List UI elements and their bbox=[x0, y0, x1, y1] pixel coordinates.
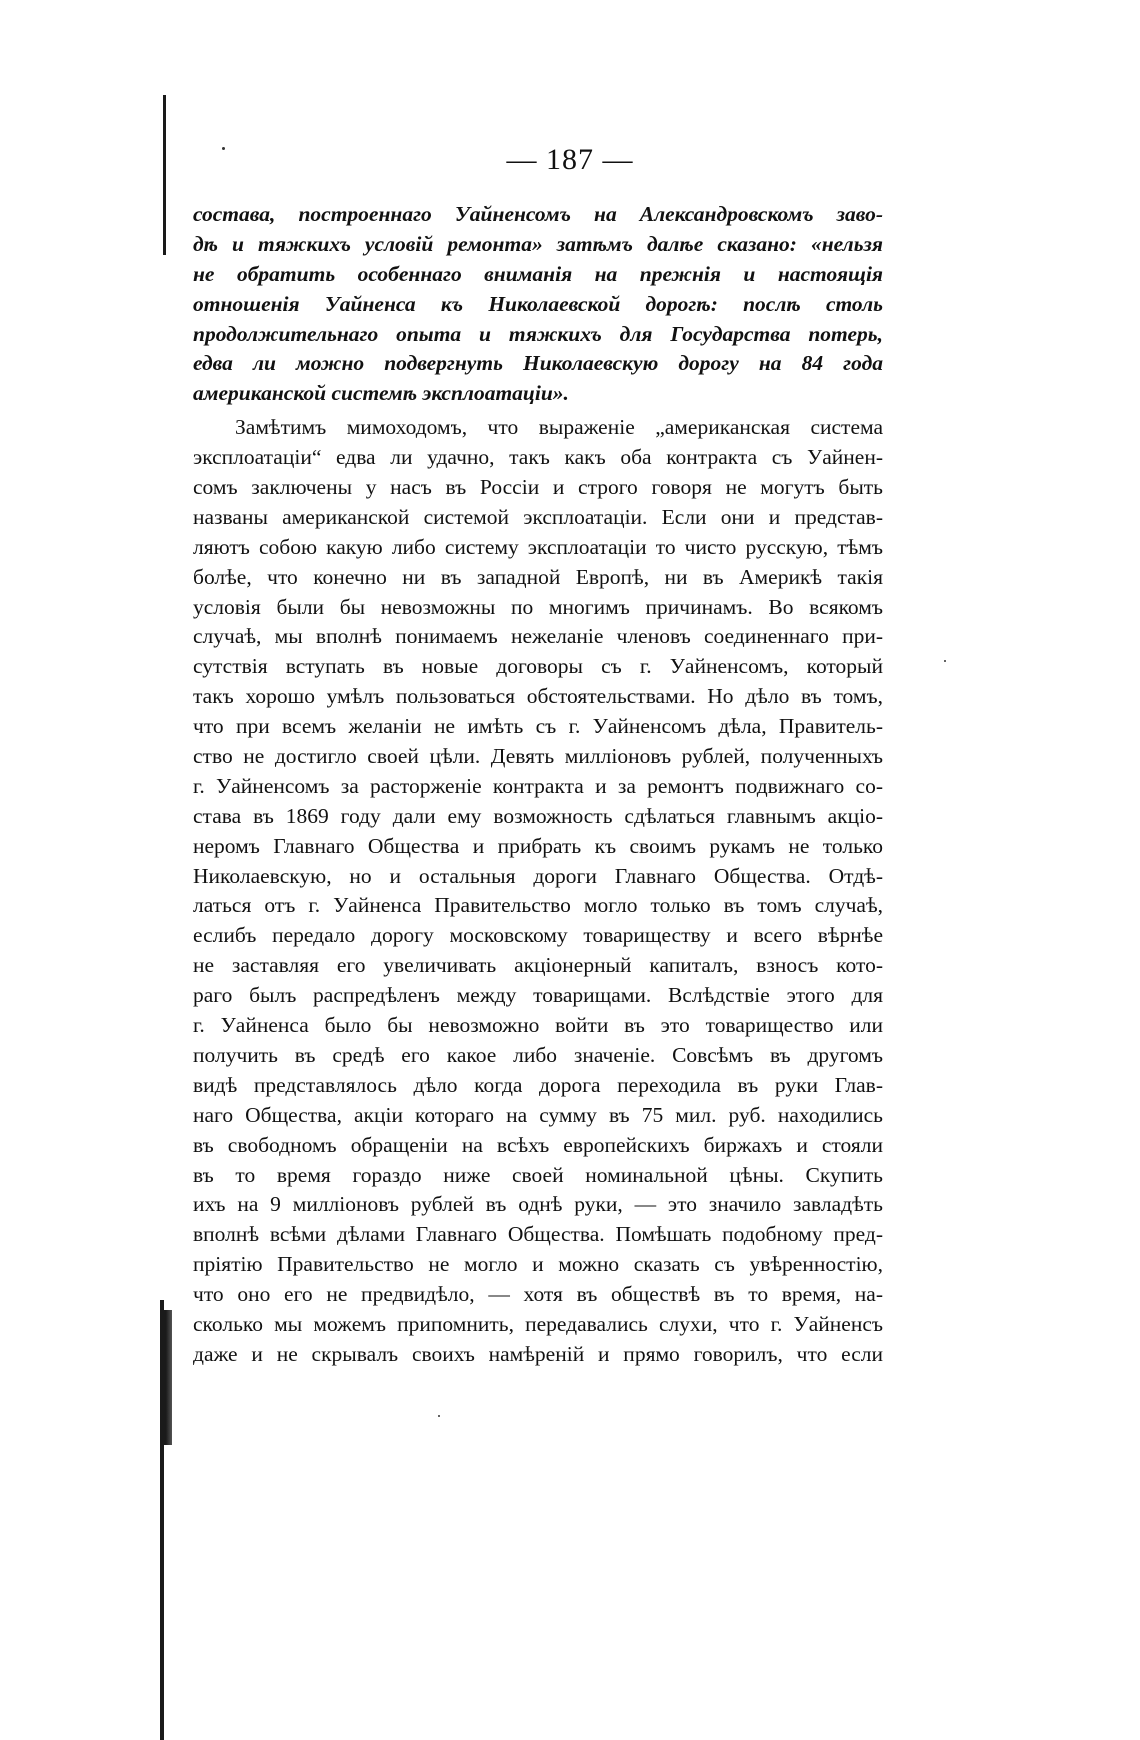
body-line: еслибъ передало дорогу московскому товариществу и всего вѣрнѣе bbox=[193, 923, 883, 948]
body-line: сомъ заключены у насъ въ Россіи и строго говоря не могутъ быть bbox=[193, 475, 883, 500]
body-line: названы американской системой эксплоатаціи. Если они и представ- bbox=[193, 504, 883, 529]
body-line: сколько мы можемъ припомнить, передавались слухи, что г. Уайненсъ bbox=[193, 1311, 883, 1336]
body-line: латься отъ г. Уайненса Правительство могло только въ томъ случаѣ, bbox=[193, 893, 883, 918]
quote-line: состава, построеннаго Уайненсомъ на Александровскомъ заво- bbox=[193, 202, 883, 226]
body-line: такъ хорошо умѣлъ пользоваться обстоятельствами. Но дѣло въ томъ, bbox=[193, 684, 883, 709]
body-line: г. Уайненсомъ за расторженіе контракта и за ремонтъ подвижнаго со- bbox=[193, 773, 883, 798]
quote-line: американской системѣ эксплоатаціи». bbox=[193, 381, 569, 406]
scan-edge-bottom-shadow bbox=[162, 1310, 172, 1445]
body-line: г. Уайненса было бы невозможно войти въ это товарищество или bbox=[193, 1013, 883, 1038]
scan-speck bbox=[438, 1415, 440, 1417]
body-line: видѣ представлялось дѣло когда дорога переходила въ руки Глав- bbox=[193, 1072, 883, 1097]
page-number: — 187 — bbox=[506, 143, 634, 176]
scan-speck bbox=[944, 660, 946, 662]
body-line: ство не достигло своей цѣли. Девять милліоновъ рублей, полученныхъ bbox=[193, 744, 883, 769]
body-line: болѣе, что конечно ни въ западной Европѣ, ни въ Америкѣ такія bbox=[193, 564, 883, 589]
body-line: сутствія вступать въ новые договоры съ г. Уайненсомъ, который bbox=[193, 654, 883, 679]
body-line: случаѣ, мы вполнѣ понимаемъ нежеланіе членовъ соединеннаго при- bbox=[193, 624, 883, 649]
body-paragraph bbox=[193, 413, 883, 1370]
body-line: неромъ Главнаго Общества и прибрать къ своимъ рукамъ не только bbox=[193, 833, 883, 858]
body-line: что оно его не предвидѣло, — хотя въ обществѣ въ то время, на- bbox=[193, 1282, 883, 1307]
body-line: ляютъ собою какую либо систему эксплоатаціи то чисто русскую, тѣмъ bbox=[193, 534, 883, 559]
body-line: эксплоатаціи“ едва ли удачно, такъ какъ оба контракта съ Уайнен- bbox=[193, 445, 883, 470]
body-line: условія были бы невозможны по многимъ причинамъ. Во всякомъ bbox=[193, 594, 883, 619]
quote-line: отношенія Уайненса къ Николаевской дорогѣ: послѣ столь bbox=[193, 291, 883, 316]
body-line: раго былъ распредѣленъ между товарищами. Вслѣдствіе этого для bbox=[193, 983, 883, 1008]
body-line: въ то время гораздо ниже своей номинальной цѣны. Скупить bbox=[193, 1162, 883, 1187]
quote-line: дѣ и тяжкихъ условій ремонта» затѣмъ далѣе сказано: «нельзя bbox=[193, 231, 883, 256]
quote-line: продолжительнаго опыта и тяжкихъ для Государства потерь, bbox=[193, 321, 883, 346]
body-line: не заставляя его увеличивать акціонерный капиталъ, взносъ кото- bbox=[193, 953, 883, 978]
body-line: пріятію Правительство не могло и можно сказать съ увѣренностію, bbox=[193, 1252, 883, 1277]
body-line: даже и не скрывалъ своихъ намѣреній и прямо говорилъ, что если bbox=[193, 1341, 883, 1366]
page-text bbox=[193, 200, 883, 1370]
body-line: става въ 1869 году дали ему возможность сдѣлаться главнымъ акціо- bbox=[193, 803, 883, 828]
body-line: получить въ средѣ его какое либо значеніе. Совсѣмъ въ другомъ bbox=[193, 1042, 883, 1067]
body-line: наго Общества, акціи котораго на сумму въ 75 мил. руб. находились bbox=[193, 1102, 883, 1127]
body-line: въ свободномъ обращеніи на всѣхъ европейскихъ биржахъ и стояли bbox=[193, 1132, 883, 1157]
body-line: вполнѣ всѣми дѣлами Главнаго Общества. Помѣшать подобному пред- bbox=[193, 1222, 883, 1247]
quote-line: едва ли можно подвергнуть Николаевскую дорогу на 84 года bbox=[193, 351, 883, 376]
body-line: Николаевскую, но и остальныя дороги Главнаго Общества. Отдѣ- bbox=[193, 863, 883, 888]
body-line: что при всемъ желаніи не имѣть съ г. Уайненсомъ дѣла, Правитель- bbox=[193, 714, 883, 739]
body-line: Замѣтимъ мимоходомъ, что выраженіе „американская система bbox=[235, 415, 883, 440]
quote-paragraph bbox=[193, 200, 883, 409]
body-line: ихъ на 9 милліоновъ рублей въ однѣ руки, — это значило завладѣть bbox=[193, 1192, 883, 1217]
quote-line: не обратить особеннаго вниманія на прежнія и настоящія bbox=[193, 261, 883, 286]
